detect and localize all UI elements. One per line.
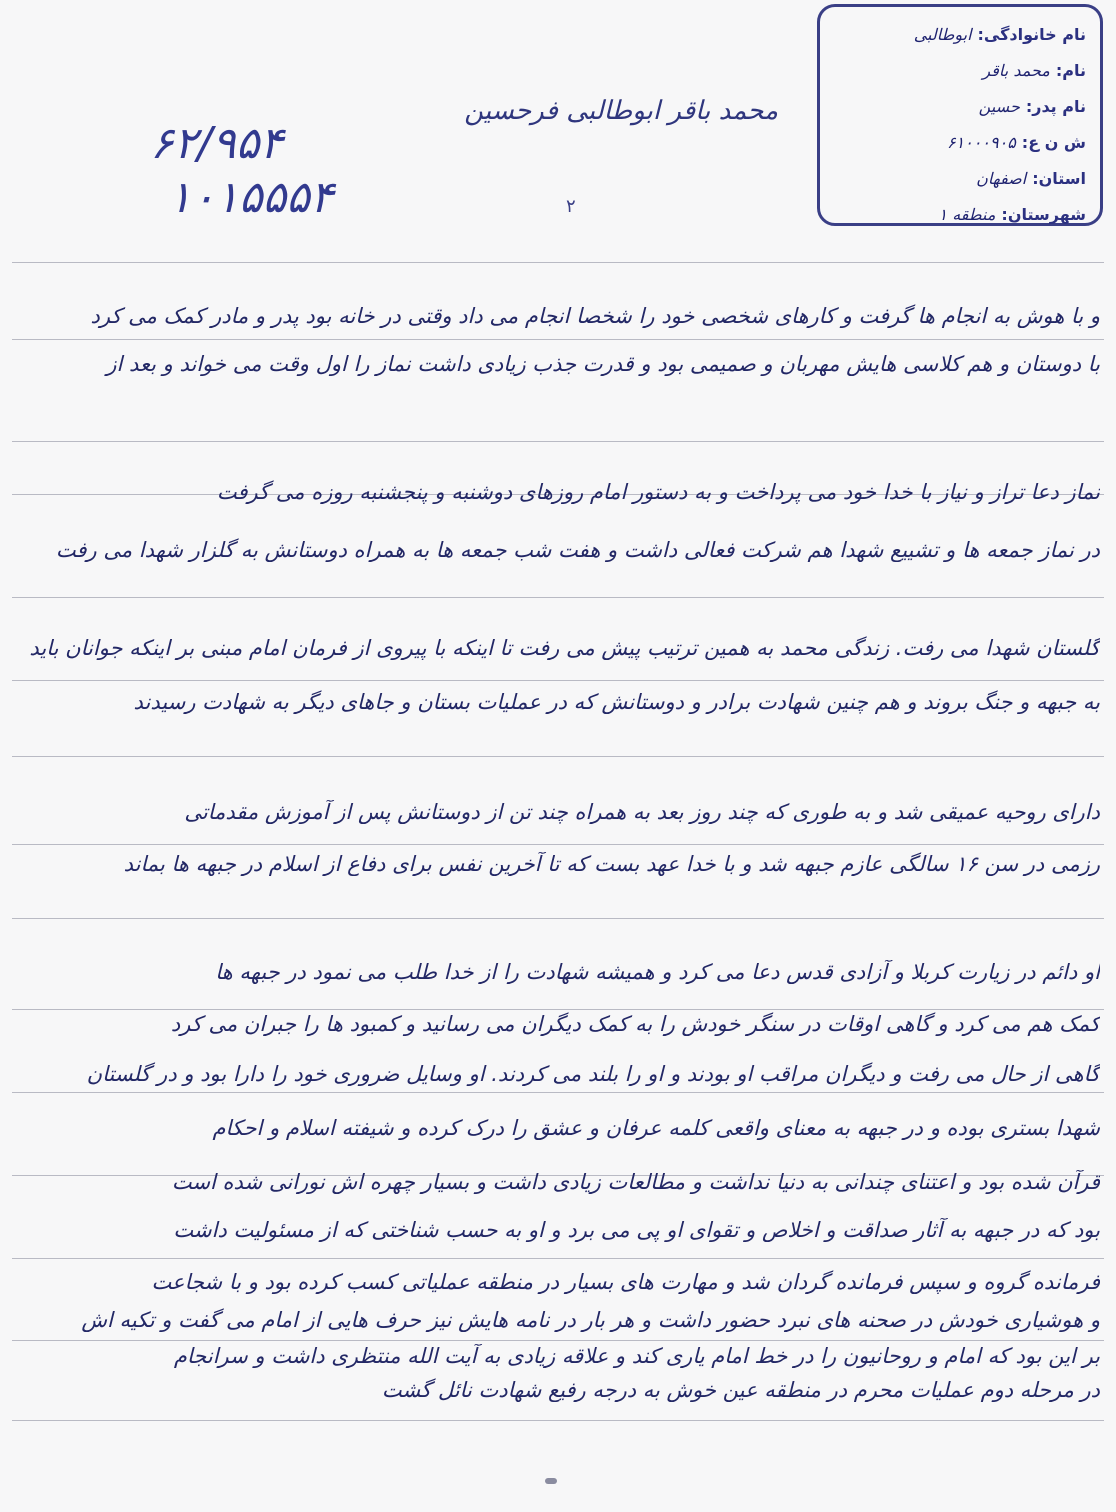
page-mark: ۲	[566, 196, 576, 217]
body-line: بود که در جبهه به آثار صداقت و اخلاص و تقوای او پی می برد و او به حسب شناختی که از مسئولیت داشت	[173, 1218, 1100, 1242]
ruled-line	[12, 441, 1104, 442]
body-line: شهدا بستری بوده و در جبهه به معنای واقعی کلمه عرفان و عشق را درک کرده و شیفته اسلام و احکام	[212, 1116, 1100, 1140]
ruled-line	[12, 262, 1104, 263]
body-line: او دائم در زیارت کربلا و آزادی قدس دعا می کرد و همیشه شهادت را از خدا طلب می نمود در جبهه ها	[215, 960, 1100, 984]
body-line: در نماز جمعه ها و تشییع شهدا هم شرکت فعالی داشت و هفت شب جمعه ها به همراه دوستانش به گلزار شهدا می رفت	[55, 538, 1100, 562]
body-line: و هوشیاری خودش در صحنه های نبرد حضور داشت و هر بار در نامه هایش نیز حرف هایی از امام می گفت و تکیه اش	[81, 1308, 1100, 1332]
stamp-row-id-number	[828, 125, 1086, 161]
body-line: و با هوش به انجام ها گرفت و کارهای شخصی خود را شخصا انجام می داد وقتی در خانه بود پدر و مادر کمک می کرد	[90, 304, 1100, 328]
stamp-row-city	[828, 197, 1086, 233]
id-stamp	[817, 4, 1103, 226]
ruled-line	[12, 1009, 1104, 1010]
body-line: گاهی از حال می رفت و دیگران مراقب او بودند و او را بلند می کردند. او وسایل ضروری خود را دارا بود و در گلستان	[86, 1062, 1100, 1086]
header-name: محمد باقر ابوطالبی فرحسین	[464, 96, 778, 126]
body-line: قرآن شده بود و اعتنای چندانی به دنیا نداشت و مطالعات زیادی داشت و بسیار چهره اش نورانی شده است	[171, 1170, 1100, 1194]
stamp-label: نام:	[1055, 61, 1086, 80]
ruled-line	[12, 339, 1104, 340]
stamp-value: ابوطالبی	[913, 25, 972, 44]
ruled-line	[12, 918, 1104, 919]
ink-speck	[545, 1478, 557, 1484]
body-line: فرمانده گروه و سپس فرمانده گردان شد و مهارت های بسیار در منطقه عملیاتی کسب کرده بود و با شجاعت	[151, 1270, 1100, 1294]
body-line: به جبهه و جنگ بروند و هم چنین شهادت برادر و دوستانش که در عملیات بستان و جاهای دیگر به شهادت رسیدند	[133, 690, 1100, 714]
body-line: با دوستان و هم کلاسی هایش مهربان و صمیمی بود و قدرت جذب زیادی داشت نماز را اول وقت می خواند و بعد از	[106, 352, 1100, 376]
body-line: کمک هم می کرد و گاهی اوقات در سنگر خودش را به کمک دیگران می رسانید و کمبود ها را جبران می کرد	[170, 1012, 1100, 1036]
ruled-line	[12, 1340, 1104, 1341]
stamp-label: ش ن ع:	[1021, 133, 1086, 152]
file-code: ۶۲/۹۵۴	[150, 118, 283, 169]
stamp-value: حسین	[978, 97, 1020, 116]
stamp-value: منطقه ۱	[938, 205, 996, 224]
stamp-label: نام پدر:	[1025, 97, 1086, 116]
stamp-value: اصفهان	[976, 169, 1027, 188]
stamp-row-province	[828, 161, 1086, 197]
stamp-row-name	[828, 53, 1086, 89]
ruled-line	[12, 597, 1104, 598]
ruled-line	[12, 680, 1104, 681]
body-line: بر این بود که امام و روحانیون را در خط امام یاری کند و علاقه زیادی به آیت الله منتظری داشت و سرانجام	[173, 1344, 1100, 1368]
stamp-row-father-name	[828, 89, 1086, 125]
ruled-line	[12, 756, 1104, 757]
stamp-label: استان:	[1032, 169, 1086, 188]
ruled-line	[12, 844, 1104, 845]
file-code-secondary: ۱۰۱۵۵۵۴	[168, 172, 334, 223]
stamp-value: ۶۱۰۰۰۹۰۵	[947, 133, 1016, 152]
body-line: در مرحله دوم عملیات محرم در منطقه عین خوش به درجه رفیع شهادت نائل گشت	[381, 1378, 1100, 1402]
stamp-value: محمد باقر	[982, 61, 1050, 80]
body-line: نماز دعا تراز و نیاز با خدا خود می پرداخت و به دستور امام روزهای دوشنبه و پنجشنبه روزه می گرفت	[216, 480, 1100, 504]
stamp-label: شهرستان:	[1001, 205, 1086, 224]
stamp-row-family-name	[828, 17, 1086, 53]
body-line: دارای روحیه عمیقی شد و به طوری که چند روز بعد به همراه چند تن از دوستانش پس از آموزش مقدماتی	[184, 800, 1100, 824]
ruled-line	[12, 1092, 1104, 1093]
ruled-line	[12, 1258, 1104, 1259]
body-line: رزمی در سن ۱۶ سالگی عازم جبهه شد و با خدا عهد بست که تا آخرین نفس برای دفاع از اسلام در جبهه ها بماند	[123, 852, 1100, 876]
body-line: گلستان شهدا می رفت. زندگی محمد به همین ترتیب پیش می رفت تا اینکه با پیروی از فرمان امام مبنی بر اینکه جوانان باید	[29, 636, 1100, 660]
stamp-label: نام خانوادگی:	[977, 25, 1086, 44]
ruled-line	[12, 1420, 1104, 1421]
